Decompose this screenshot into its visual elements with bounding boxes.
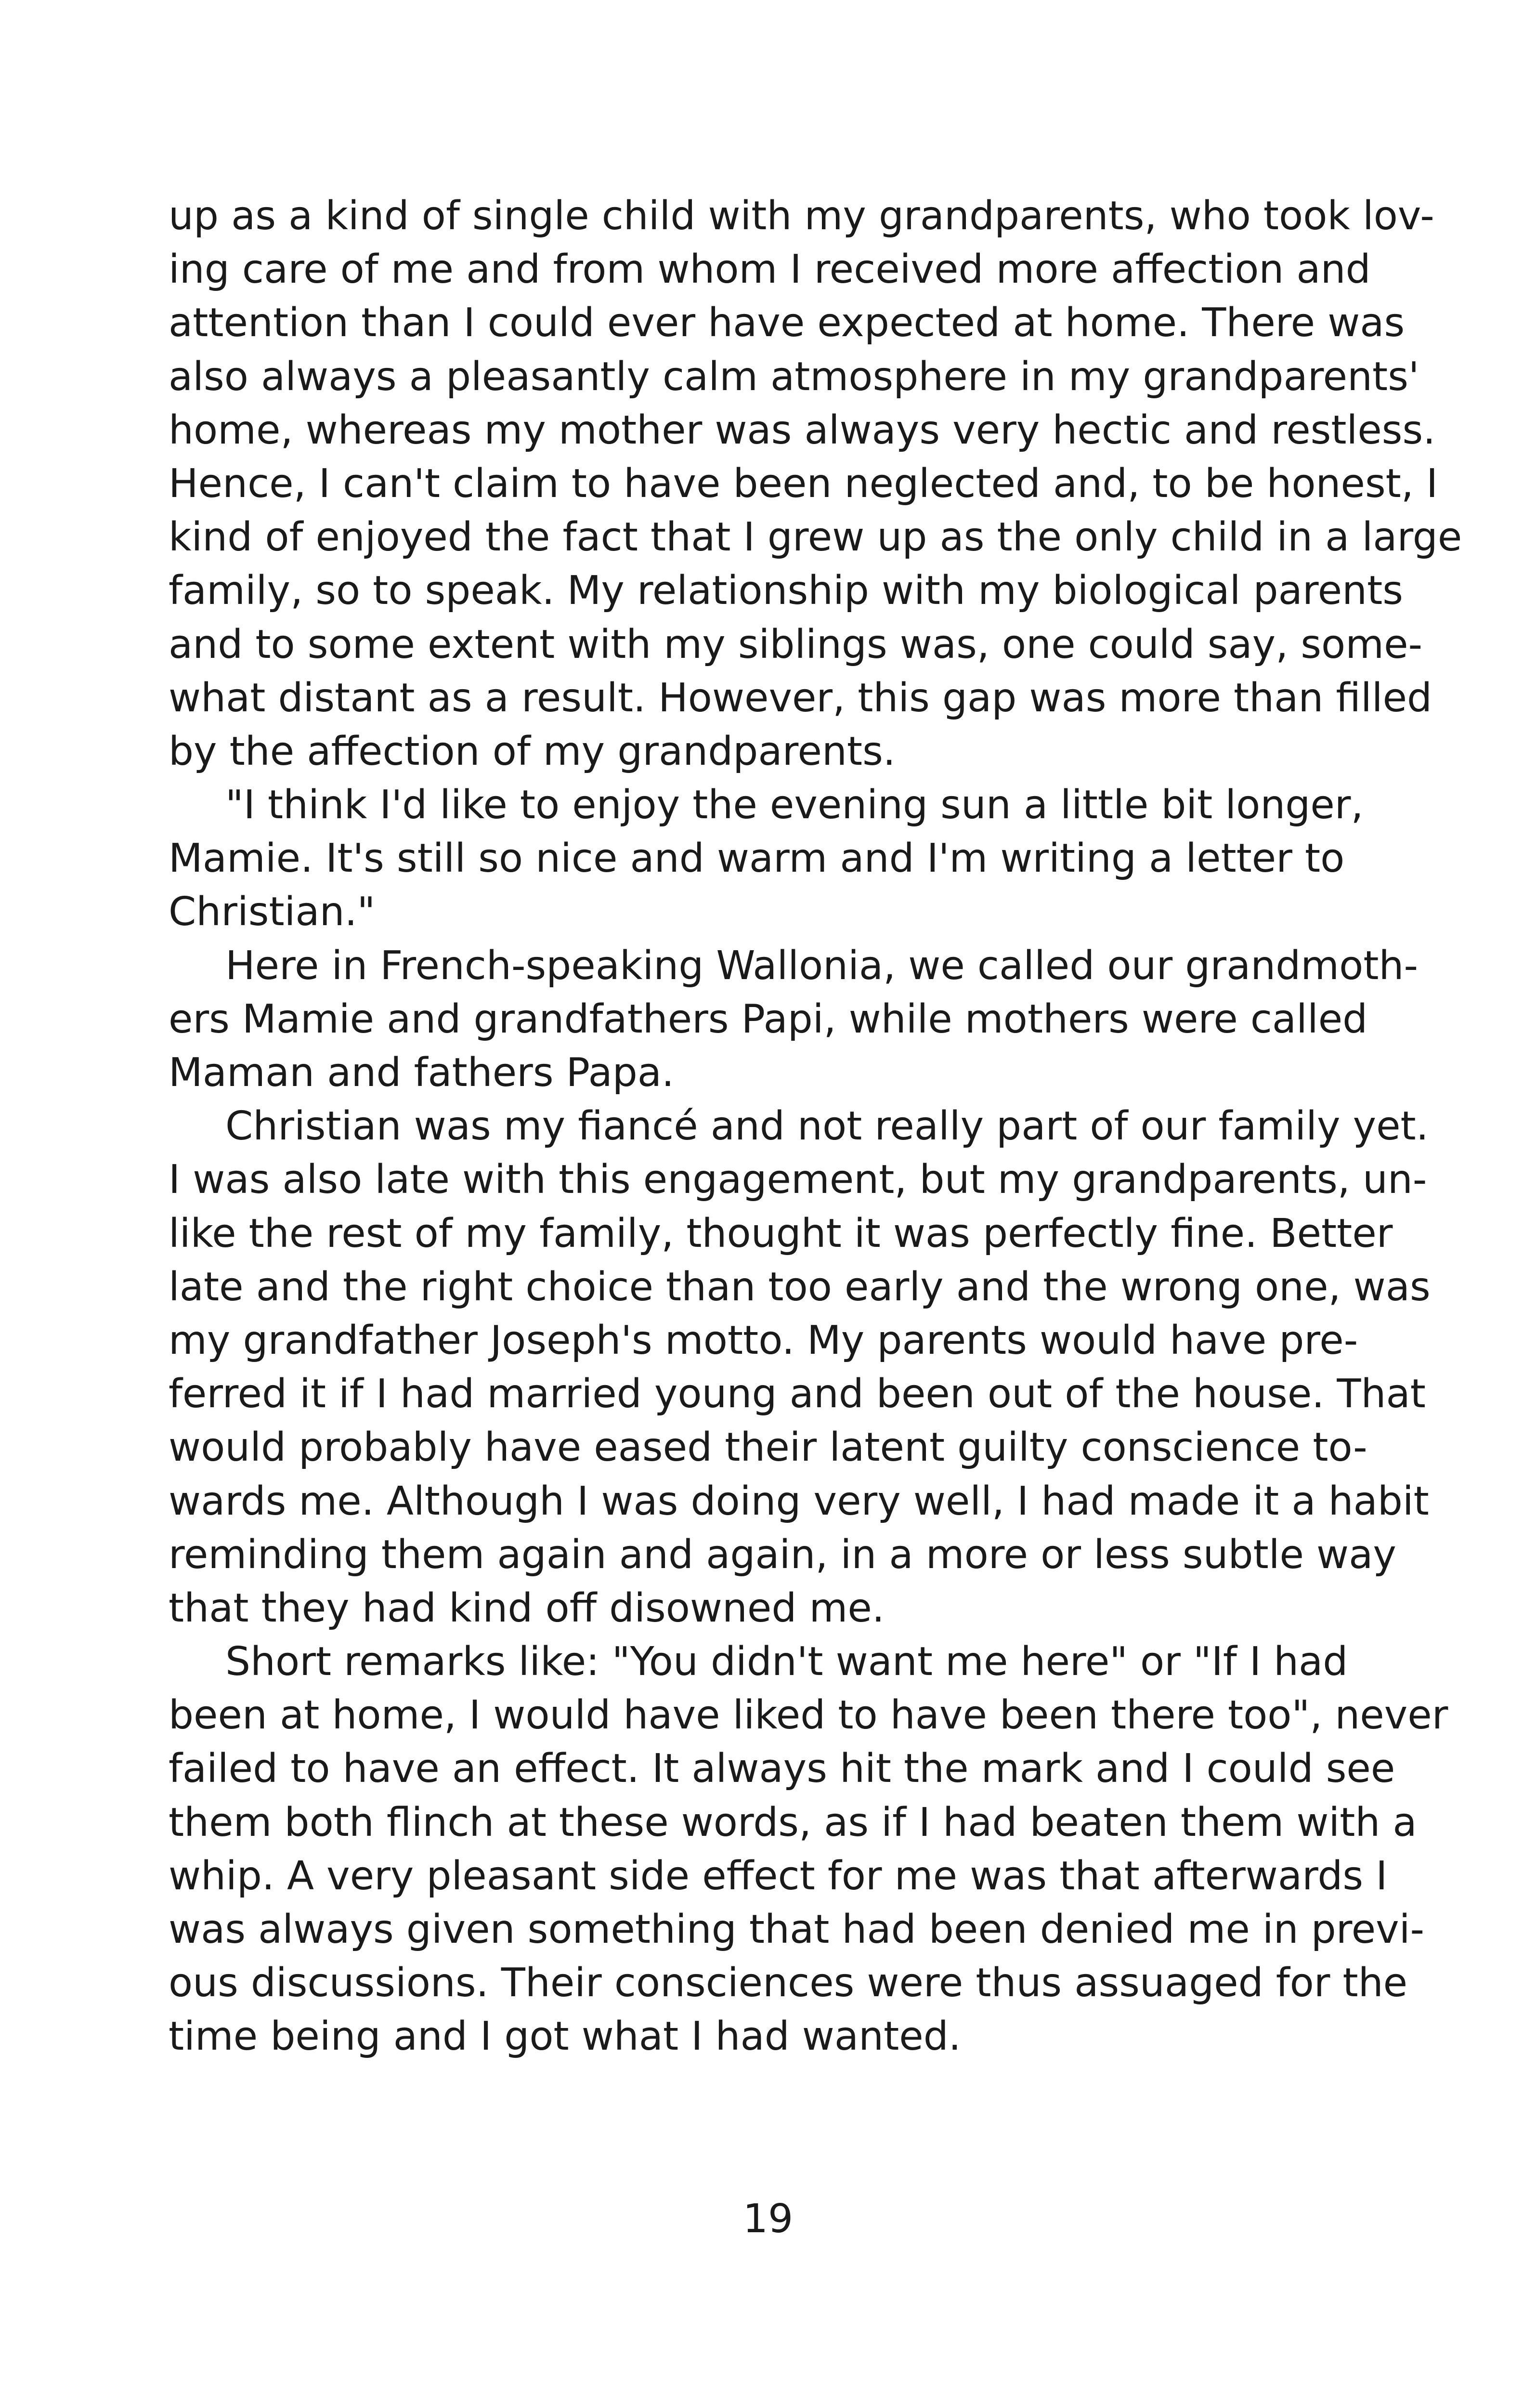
text-line: what distant as a result. However, this gap was more than filled bbox=[169, 675, 1432, 721]
text-line: family, so to speak. My relationship with my biological parents bbox=[169, 568, 1404, 614]
text-line: ferred it if I had married young and been out of the house. That bbox=[169, 1371, 1426, 1417]
page-number: 19 bbox=[742, 2196, 794, 2242]
text-line: would probably have eased their latent guilty conscience to- bbox=[169, 1425, 1367, 1471]
text-line: I was also late with this engagement, but my grandparents, un- bbox=[169, 1157, 1427, 1203]
text-line: up as a kind of single child with my grandparents, who took lov- bbox=[169, 193, 1434, 239]
text-line: home, whereas my mother was always very hectic and restless. bbox=[169, 407, 1436, 453]
text-line: that they had kind off disowned me. bbox=[169, 1585, 885, 1631]
text-line: was always given something that had been denied me in previ- bbox=[169, 1907, 1425, 1952]
text-line: whip. A very pleasant side effect for me was that afterwards I bbox=[169, 1853, 1388, 1899]
text-line: Short remarks like: "You didn't want me here" or "If I had bbox=[225, 1639, 1348, 1685]
text-line: kind of enjoyed the fact that I grew up as the only child in a large bbox=[169, 514, 1462, 561]
text-line: like the rest of my family, thought it was perfectly fine. Better bbox=[169, 1210, 1393, 1256]
text-line: ers Mamie and grandfathers Papi, while mothers were called bbox=[169, 996, 1368, 1042]
text-line: been at home, I would have liked to have been there too", never bbox=[169, 1692, 1448, 1739]
text-line: attention than I could ever have expected at home. There was bbox=[169, 300, 1405, 346]
text-line: ous discussions. Their consciences were thus assuaged for the bbox=[169, 1960, 1408, 2006]
text-line: my grandfather Joseph's motto. My parents would have pre- bbox=[169, 1317, 1358, 1363]
text-line: Maman and fathers Papa. bbox=[169, 1050, 675, 1096]
text-line: Here in French-speaking Wallonia, we called our grandmoth- bbox=[225, 942, 1419, 989]
paragraph bbox=[169, 778, 1364, 939]
text-line: also always a pleasantly calm atmosphere in my grandparents' bbox=[169, 353, 1419, 400]
paragraph bbox=[169, 1635, 1448, 2064]
text-line: by the affection of my grandparents. bbox=[169, 728, 896, 774]
text-line: Hence, I can't claim to have been neglected and, to be honest, I bbox=[169, 460, 1438, 507]
text-line: reminding them again and again, in a more or less subtle way bbox=[169, 1531, 1396, 1578]
body-text bbox=[169, 189, 1462, 2064]
text-line: Christian." bbox=[169, 889, 376, 935]
paragraph bbox=[169, 1099, 1431, 1635]
paragraph bbox=[169, 939, 1419, 1100]
text-line: Christian was my fiancé and not really part of our family yet. bbox=[225, 1103, 1429, 1150]
text-line: late and the right choice than too early and the wrong one, was bbox=[169, 1264, 1431, 1310]
text-line: them both flinch at these words, as if I had beaten them with a bbox=[169, 1799, 1417, 1845]
text-line: and to some extent with my siblings was, one could say, some- bbox=[169, 621, 1423, 667]
paragraph bbox=[169, 189, 1462, 778]
text-line: failed to have an effect. It always hit the mark and I could see bbox=[169, 1746, 1395, 1792]
text-line: Mamie. It's still so nice and warm and I'm writing a letter to bbox=[169, 836, 1345, 882]
text-line: ing care of me and from whom I received more affection and bbox=[169, 247, 1371, 293]
text-line: wards me. Although I was doing very well, I had made it a habit bbox=[169, 1478, 1429, 1524]
text-line: "I think I'd like to enjoy the evening sun a little bit longer, bbox=[225, 782, 1364, 828]
text-line: time being and I got what I had wanted. bbox=[169, 2014, 961, 2060]
